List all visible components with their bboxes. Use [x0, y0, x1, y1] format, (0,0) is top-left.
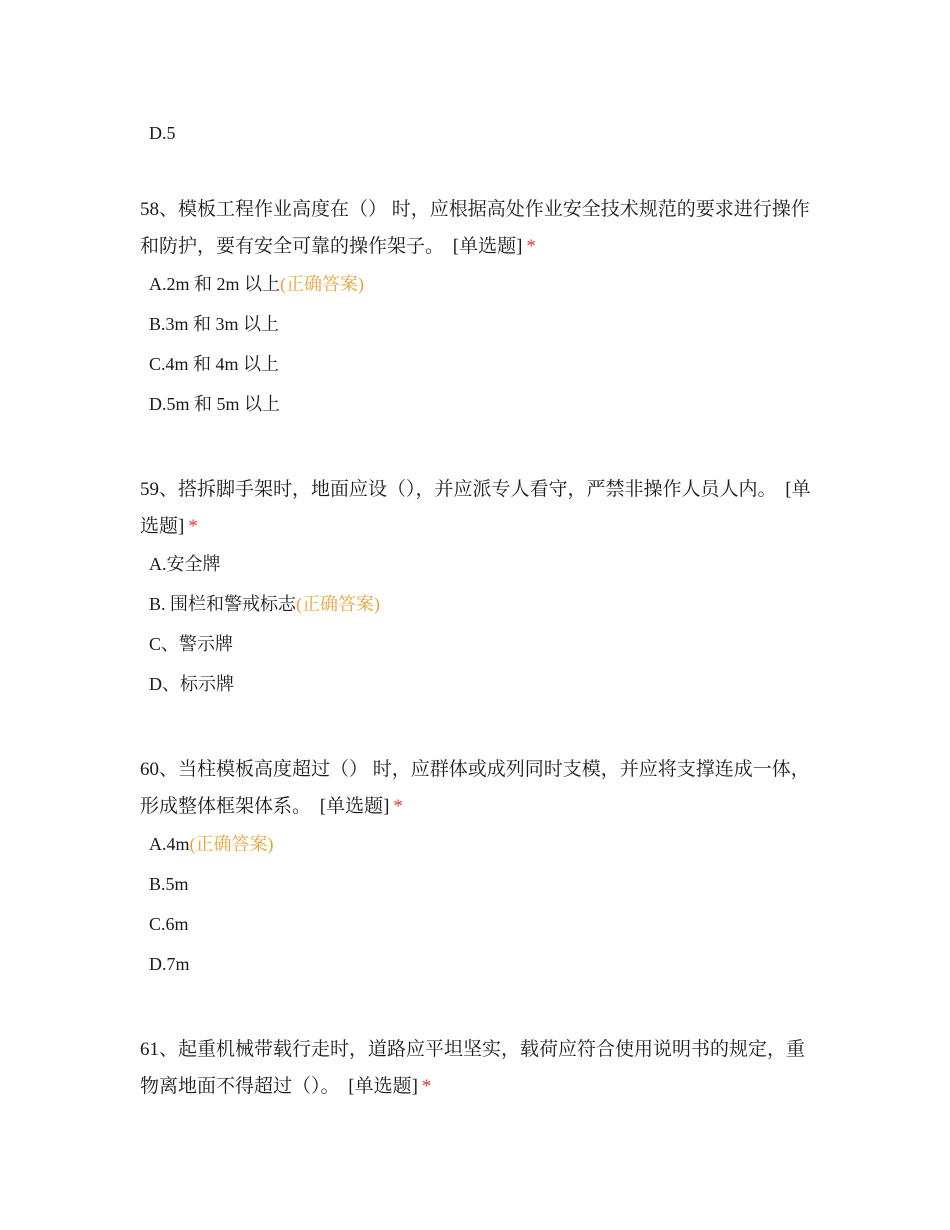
- option-b[interactable]: [149, 312, 820, 336]
- question-type-label: [单选题]: [452, 236, 523, 257]
- option-text: D.5m 和 5m 以上: [149, 394, 281, 414]
- option-list: [140, 552, 820, 696]
- option-d[interactable]: [149, 952, 820, 976]
- question-60: [140, 751, 820, 992]
- option-text: C、警示牌: [149, 634, 234, 654]
- question-stem: 59、搭拆脚手架时，地面应设（），并应派专人看守，严禁非操作人员人内。: [140, 479, 777, 500]
- question-61: [140, 1031, 820, 1105]
- required-asterisk: *: [421, 1076, 432, 1097]
- question-text: [140, 191, 820, 265]
- option-list: [140, 832, 820, 976]
- option-d[interactable]: [149, 672, 820, 696]
- question-text: [140, 1031, 820, 1105]
- option-a[interactable]: [149, 272, 820, 296]
- option-d-previous-question[interactable]: D.5: [149, 123, 176, 143]
- correct-answer-label: (正确答案): [189, 834, 274, 854]
- question-type-label: [单选题]: [319, 796, 390, 817]
- option-text: A.安全牌: [149, 554, 221, 574]
- option-b[interactable]: [149, 592, 820, 616]
- option-a[interactable]: [149, 832, 820, 856]
- option-list: [140, 272, 820, 416]
- option-c[interactable]: [149, 352, 820, 376]
- required-asterisk: *: [188, 516, 198, 537]
- required-asterisk: *: [526, 236, 536, 257]
- option-text: C.4m 和 4m 以上: [149, 354, 280, 374]
- option-text: A.2m 和 2m 以上: [149, 274, 281, 294]
- option-a[interactable]: [149, 552, 820, 576]
- option-text: D.7m: [149, 954, 190, 974]
- required-asterisk: *: [393, 796, 403, 817]
- question-stem: 58、模板工程作业高度在（） 时，应根据高处作业安全技术规范的要求进行操作和防护，要有安全可靠的操作架子。: [140, 199, 810, 257]
- question-stem: 61、起重机械带载行走时，道路应平坦坚实，载荷应符合使用说明书的规定，重物离地面不得超过（）。: [140, 1039, 806, 1097]
- option-c[interactable]: [149, 632, 820, 656]
- question-stem: 60、当柱模板高度超过（） 时，应群体或成列同时支模，并应将支撑连成一体，形成整体框架体系。: [140, 759, 810, 817]
- option-text: B.5m: [149, 874, 189, 894]
- option-text: D、标示牌: [149, 674, 234, 694]
- option-b[interactable]: [149, 872, 820, 896]
- option-text: C.6m: [149, 914, 189, 934]
- question-type-label: [单选题]: [348, 1076, 418, 1097]
- option-text: B. 围栏和警戒标志: [149, 594, 297, 614]
- option-c[interactable]: [149, 912, 820, 936]
- option-d[interactable]: [149, 392, 820, 416]
- correct-answer-label: (正确答案): [296, 594, 381, 614]
- option-text: B.3m 和 3m 以上: [149, 314, 280, 334]
- question-type-label: [单选题]: [140, 479, 811, 537]
- correct-answer-label: (正确答案): [280, 274, 365, 294]
- question-59: [140, 471, 820, 712]
- question-text: [140, 751, 820, 825]
- question-58: [140, 191, 820, 432]
- question-text: [140, 471, 820, 545]
- option-text: A.4m: [149, 834, 190, 854]
